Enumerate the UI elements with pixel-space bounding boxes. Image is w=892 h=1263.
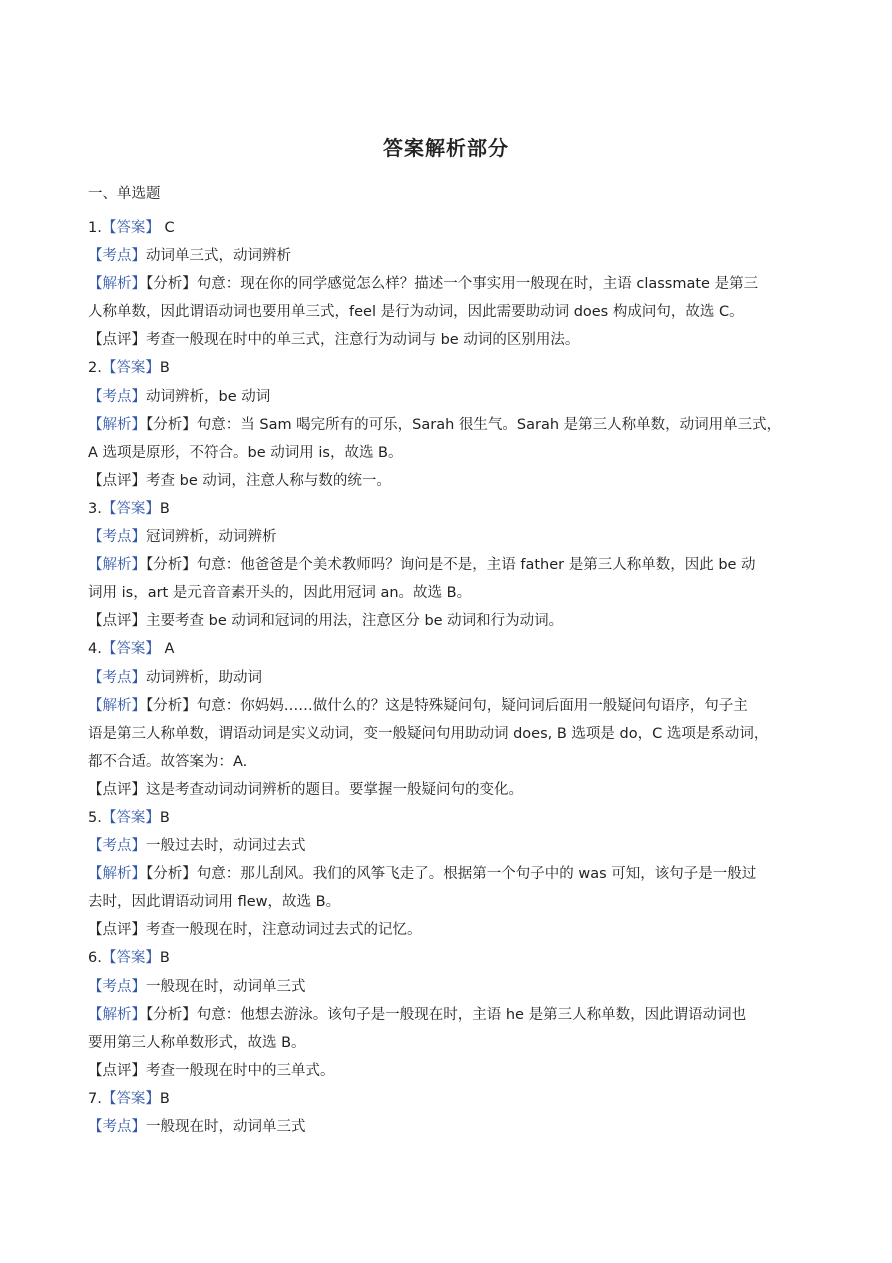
analysis-line bbox=[88, 720, 808, 748]
comment-line bbox=[88, 776, 808, 804]
question-number: 3. bbox=[88, 500, 102, 517]
analysis-text: 句意：你妈妈……做什么的？这是特殊疑问句，疑问词后面用一般疑问句语序，句子主 bbox=[196, 697, 748, 714]
analysis-text: 词用 is，art 是元音音素开头的，因此用冠词 an。故选 B。 bbox=[88, 585, 472, 602]
comment-text: 主要考查 be 动词和冠词的用法，注意区分 be 动词和行为动词。 bbox=[146, 613, 564, 630]
comment-label: 【点评】 bbox=[88, 922, 146, 939]
answer-line bbox=[88, 214, 808, 242]
point-text: 一般现在时，动词单三式 bbox=[146, 1119, 306, 1135]
analysis-label: 【解析】 bbox=[88, 416, 146, 433]
point-line bbox=[88, 383, 808, 411]
fenxi-label: 【分析】 bbox=[146, 697, 197, 714]
comment-label: 【点评】 bbox=[88, 613, 146, 630]
analysis-text: A 选项是原形，不符合。be 动词用 is，故选 B。 bbox=[88, 444, 403, 461]
analysis-text: 句意：他爸爸是个美术教师吗？询问是不是，主语 father 是第三人称单数，因此 be 动 bbox=[196, 557, 756, 574]
point-label: 【考点】 bbox=[88, 1119, 146, 1135]
point-label: 【考点】 bbox=[88, 978, 146, 995]
analysis-line bbox=[88, 1029, 808, 1057]
point-text: 动词辨析，be 动词 bbox=[146, 388, 271, 405]
comment-text: 考查一般现在时中的单三式，注意行为动词与 be 动词的区别用法。 bbox=[146, 332, 580, 349]
analysis-line bbox=[88, 551, 808, 579]
comment-line bbox=[88, 1057, 808, 1085]
comment-text: 考查一般现在时中的三单式。 bbox=[146, 1062, 335, 1079]
answer-label: 【答案】 bbox=[101, 500, 160, 517]
analysis-text: 语是第三人称单数，谓语动词是实义动词，变一般疑问句用助动词 does, B 选项是 do，C 选项是系动词， bbox=[88, 725, 769, 742]
analysis-label: 【解析】 bbox=[88, 276, 146, 293]
answer-value: B bbox=[159, 360, 170, 377]
point-line bbox=[88, 523, 808, 551]
point-text: 动词单三式，动词辨析 bbox=[146, 248, 291, 265]
analysis-text: 都不合适。故答案为：A. bbox=[88, 753, 248, 770]
answer-label: 【答案】 bbox=[101, 950, 160, 967]
question-number: 4. bbox=[88, 641, 102, 658]
analysis-label: 【解析】 bbox=[88, 1006, 146, 1023]
comment-label: 【点评】 bbox=[88, 472, 146, 489]
answer-line bbox=[88, 635, 808, 663]
comment-text: 这是考查动词动词辨析的题目。要掌握一般疑问句的变化。 bbox=[146, 781, 523, 798]
analysis-text: 句意：那儿刮风。我们的风筝飞走了。根据第一个句子中的 was 可知，该句子是一般过 bbox=[196, 866, 757, 883]
point-label: 【考点】 bbox=[88, 529, 146, 546]
fenxi-label: 【分析】 bbox=[146, 1006, 197, 1023]
answer-label: 【答案】 bbox=[101, 809, 160, 826]
answer-line bbox=[88, 944, 808, 972]
fenxi-label: 【分析】 bbox=[146, 276, 197, 293]
point-line bbox=[88, 242, 808, 270]
comment-line bbox=[88, 326, 808, 354]
point-line bbox=[88, 664, 808, 692]
comment-label: 【点评】 bbox=[88, 781, 146, 798]
point-label: 【考点】 bbox=[88, 838, 146, 855]
point-text: 动词辨析，助动词 bbox=[146, 669, 262, 686]
analysis-text: 要用第三人称单数形式，故选 B。 bbox=[88, 1034, 306, 1051]
analysis-label: 【解析】 bbox=[88, 557, 146, 574]
analysis-line bbox=[88, 748, 808, 776]
question-number: 6. bbox=[88, 950, 102, 967]
analysis-text: 句意：当 Sam 喝完所有的可乐，Sarah 很生气。Sarah 是第三人称单数，动词用单三式， bbox=[196, 416, 782, 433]
analysis-line bbox=[88, 270, 808, 298]
analysis-line bbox=[88, 888, 808, 916]
analysis-line bbox=[88, 298, 808, 326]
page-title: 答案解析部分 bbox=[383, 136, 509, 160]
analysis-label: 【解析】 bbox=[88, 866, 146, 883]
analysis-line bbox=[88, 1001, 808, 1029]
analysis-line bbox=[88, 860, 808, 888]
analysis-text: 句意：他想去游泳。该句子是一般现在时，主语 he 是第三人称单数，因此谓语动词也 bbox=[196, 1006, 747, 1023]
answer-label: 【答案】 bbox=[101, 1090, 160, 1107]
point-line bbox=[88, 973, 808, 1001]
analysis-line bbox=[88, 411, 808, 439]
answer-line bbox=[88, 495, 808, 523]
comment-line bbox=[88, 467, 808, 495]
comment-line bbox=[88, 916, 808, 944]
analysis-text: 去时，因此谓语动词用 flew，故选 B。 bbox=[88, 894, 341, 911]
point-text: 一般现在时，动词单三式 bbox=[146, 978, 306, 995]
fenxi-label: 【分析】 bbox=[146, 557, 197, 574]
answer-value: B bbox=[159, 809, 170, 826]
analysis-text: 人称单数，因此谓语动词也要用单三式，feel 是行为动词，因此需要助动词 does 构成问句，故选 C。 bbox=[88, 304, 744, 321]
answer-line bbox=[88, 1085, 808, 1113]
comment-label: 【点评】 bbox=[88, 1062, 146, 1079]
answer-label: 【答案】 bbox=[101, 360, 160, 377]
point-text: 一般过去时，动词过去式 bbox=[146, 838, 306, 855]
fenxi-label: 【分析】 bbox=[146, 416, 197, 433]
question-number: 2. bbox=[88, 360, 102, 377]
fenxi-label: 【分析】 bbox=[146, 866, 197, 883]
analysis-label: 【解析】 bbox=[88, 697, 146, 714]
analysis-line bbox=[88, 439, 808, 467]
comment-line bbox=[88, 607, 808, 635]
question-number: 5. bbox=[88, 809, 102, 826]
point-line bbox=[88, 832, 808, 860]
answer-label: 【答案】 bbox=[101, 220, 160, 236]
answer-value: B bbox=[159, 950, 170, 967]
question-number: 1. bbox=[88, 220, 102, 236]
comment-text: 考查一般现在时，注意动词过去式的记忆。 bbox=[146, 922, 422, 939]
point-label: 【考点】 bbox=[88, 388, 146, 405]
point-text: 冠词辨析，动词辨析 bbox=[146, 529, 277, 546]
question-number: 7. bbox=[88, 1090, 102, 1107]
answer-list bbox=[88, 214, 808, 1141]
answer-value: C bbox=[159, 220, 175, 236]
answer-value: B bbox=[159, 500, 170, 517]
analysis-text: 句意：现在你的同学感觉怎么样？描述一个事实用一般现在时，主语 classmate 是第三 bbox=[196, 276, 759, 293]
point-label: 【考点】 bbox=[88, 248, 146, 265]
section-heading: 一、单选题 bbox=[88, 186, 161, 202]
comment-text: 考查 be 动词，注意人称与数的统一。 bbox=[146, 472, 391, 489]
analysis-line bbox=[88, 579, 808, 607]
answer-value: B bbox=[159, 1090, 170, 1107]
point-label: 【考点】 bbox=[88, 669, 146, 686]
answer-label: 【答案】 bbox=[101, 641, 160, 658]
answer-value: A bbox=[159, 641, 175, 658]
comment-label: 【点评】 bbox=[88, 332, 146, 349]
answer-line bbox=[88, 804, 808, 832]
point-line bbox=[88, 1113, 808, 1141]
analysis-line bbox=[88, 692, 808, 720]
answer-line bbox=[88, 354, 808, 382]
